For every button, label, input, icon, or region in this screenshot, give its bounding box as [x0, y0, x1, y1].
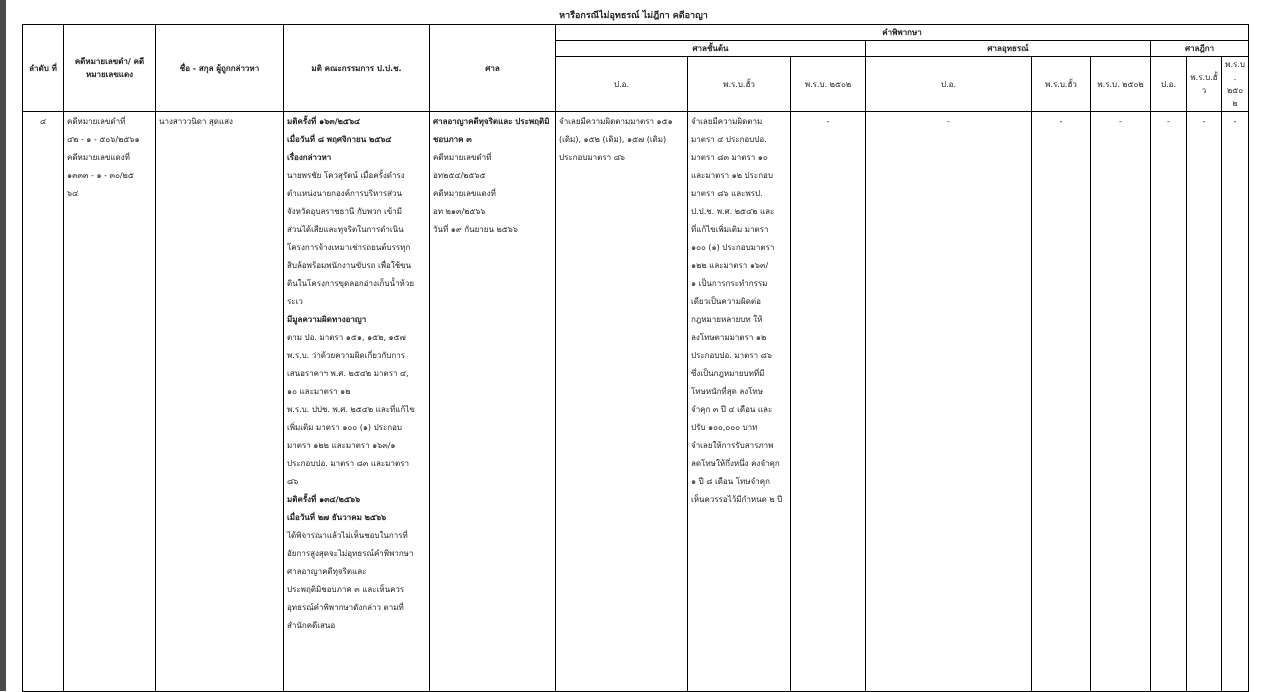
allegation-line: จังหวัดอุบลราชธานี กับพวก เข้ามี	[287, 207, 402, 216]
offense-line: ๑๐ และมาตรา ๑๒	[287, 387, 351, 396]
first-prb-line: ประกอบปอ. มาตรา ๘๖	[691, 351, 772, 360]
case-no-line: ๖๔	[67, 189, 79, 198]
header-resolution: มติ คณะกรรมการ ป.ป.ช.	[284, 25, 430, 112]
resolution-2-line: สำนักคดีเสนอ	[287, 621, 336, 630]
row-no: ๔	[23, 112, 64, 692]
allegation-line: ระเว	[287, 297, 303, 306]
row-first-2502: -	[791, 112, 866, 692]
row-first-pa	[556, 112, 688, 692]
row-first-prb	[688, 112, 791, 692]
allegation-line: สิบล้อพร้อมพนักงานขับรถ เพื่อใช้ขน	[287, 261, 412, 270]
first-prb-line: เห็นควรรอไว้มีกำหนด ๒ ปี	[691, 495, 783, 504]
offense-line: เสนอราคาฯ พ.ศ. ๒๕๔๒ มาตรา ๔,	[287, 369, 409, 378]
first-pa-line: ประกอบมาตรา ๘๖	[559, 153, 625, 162]
offense-line: ประกอบปอ. มาตรา ๘๓ และมาตรา	[287, 459, 409, 468]
offense-line: พ.ร.บ. ว่าด้วยความผิดเกี่ยวกับการ	[287, 351, 405, 360]
resolution-2-line: ศาลอาญาคดีทุจริตและ	[287, 567, 367, 576]
header-supreme-prb: พ.ร.บ.ฮั้ว	[1187, 57, 1222, 112]
allegation-line: โครงการจ้างเหมาเช่ารถยนต์บรรทุก	[287, 243, 411, 252]
first-pa-line: จำเลยมีความผิดตามมาตรา ๑๕๑	[559, 117, 673, 126]
resolution-2-line: อัยการสูงสุดจะไม่อุทธรณ์คำพิพากษา	[287, 549, 414, 558]
court-line: คดีหมายเลขแดงที่	[433, 189, 496, 198]
row-court	[430, 112, 556, 692]
first-prb-line: ปรับ ๑๐๐,๐๐๐ บาท	[691, 423, 758, 432]
row-name: นางสาววนิดา สุดแสง	[156, 112, 284, 692]
row-appeal-2502: -	[1091, 112, 1151, 692]
resolution-2: มติครั้งที่ ๑๓๔/๒๕๖๖	[287, 495, 361, 504]
first-pa-line: (เดิม), ๑๕๒ (เดิม), ๑๕๗ (เดิม)	[559, 135, 667, 144]
header-first-court: ศาลชั้นต้น	[556, 41, 866, 57]
first-prb-line: โทษหนักที่สุด ลงโทษ	[691, 387, 763, 396]
first-prb-line: มาตรา ๔ ประกอบปอ.	[691, 135, 767, 144]
header-appeal-court: ศาลอุทธรณ์	[866, 41, 1151, 57]
first-prb-line: ลดโทษให้กึ่งหนึ่ง คงจำคุก	[691, 459, 780, 468]
allegation-line: ตำแหน่งนายกองค์การบริหารส่วน	[287, 189, 402, 198]
row-appeal-pa: -	[866, 112, 1032, 692]
first-prb-line: ๑ ปี ๘ เดือน โทษจำคุก	[691, 477, 770, 486]
first-prb-line: ป.ป.ช. พ.ศ. ๒๕๔๒ และ	[691, 207, 775, 216]
first-prb-line: จำเลยให้การรับสารภาพ	[691, 441, 774, 450]
resolution-1-date: เมื่อวันที่ ๘ พฤศจิกายน ๒๕๖๔	[287, 135, 392, 144]
header-supreme-pa: ป.อ.	[1151, 57, 1187, 112]
case-no-line: ๔๒ - ๑ - ๕๐๖/๒๕๖๑	[67, 135, 140, 144]
offense-line: ๘๖	[287, 477, 299, 486]
offense-line: มาตรา ๑๒๒ และมาตรา ๑๖๓/๑	[287, 441, 396, 450]
first-prb-line: ที่แก้ไขเพิ่มเติม มาตรา	[691, 225, 769, 234]
allegation-title: เรื่องกล่าวหา	[287, 153, 332, 162]
court-name: ศาลอาญาคดีทุจริตและ ประพฤติมิชอบภาค ๓	[433, 117, 550, 144]
first-prb-line: มาตรา ๘๓ มาตรา ๑๐	[691, 153, 768, 162]
first-prb-line: จำคุก ๓ ปี ๔ เดือน และ	[691, 405, 773, 414]
offense-title: มีมูลความผิดทางอาญา	[287, 315, 367, 324]
header-appeal-pa: ป.อ.	[866, 57, 1032, 112]
case-table	[22, 24, 1249, 692]
header-first-2502: พ.ร.บ. ๒๕๐๒	[791, 57, 866, 112]
header-name: ชื่อ - สกุล ผู้ถูกกล่าวหา	[156, 25, 284, 112]
court-line: วันที่ ๑๙ กันยายน ๒๕๖๖	[433, 225, 518, 234]
first-prb-line: ๑ เป็นการกระทำกรรม	[691, 279, 768, 288]
case-no-line: คดีหมายเลขแดงที่	[67, 153, 130, 162]
header-first-pa: ป.อ.	[556, 57, 688, 112]
document-title: หารือกรณีไม่อุทธรณ์ ไม่ฎีกา คดีอาญา	[559, 11, 708, 21]
row-supreme-2502: -	[1222, 112, 1249, 692]
resolution-2-date: เมื่อวันที่ ๒๗ ธันวาคม ๒๕๖๖	[287, 513, 387, 522]
allegation-line: นายพรชัย โควสุรัตน์ เมื่อครั้งดำรง	[287, 171, 405, 180]
offense-line: ตาม ปอ. มาตรา ๑๕๑, ๑๕๒, ๑๕๗	[287, 333, 406, 342]
row-appeal-prb: -	[1032, 112, 1091, 692]
header-court: ศาล	[430, 25, 556, 112]
first-prb-line: ๑๐๐ (๑) ประกอบมาตรา	[691, 243, 775, 252]
offense-line: เพิ่มเติม มาตรา ๑๐๐ (๑) ประกอบ	[287, 423, 402, 432]
first-prb-line: ๑๒๒ และมาตรา ๑๖๓/	[691, 261, 769, 270]
header-row-1	[23, 25, 1249, 41]
first-prb-line: ลงโทษตามมาตรา ๑๒	[691, 333, 767, 342]
first-prb-line: และมาตรา ๑๒ ประกอบ	[691, 171, 773, 180]
row-resolution	[284, 112, 430, 692]
table-row	[23, 112, 1249, 692]
first-prb-line: ซึ่งเป็นกฎหมายบทที่มี	[691, 369, 765, 378]
first-prb-line: มาตรา ๘๖ และพรป.	[691, 189, 763, 198]
court-line: อท ๒๑๓/๒๕๖๖	[433, 207, 486, 216]
case-no-line: ๑๓๓๓ - ๑ - ๓๐/๒๕	[67, 171, 134, 180]
header-first-prb: พ.ร.บ.ฮั้ว	[688, 57, 791, 112]
allegation-line: ดินในโครงการขุดลอกอ่างเก็บน้ำห้วย	[287, 279, 415, 288]
header-supreme-court: ศาลฎีกา	[1151, 41, 1249, 57]
header-judgment: คำพิพากษา	[556, 25, 1249, 41]
header-appeal-prb: พ.ร.บ.ฮั้ว	[1032, 57, 1091, 112]
allegation-line: ส่วนได้เสียและทุจริตในการดำเนิน	[287, 225, 404, 234]
row-supreme-prb: -	[1187, 112, 1222, 692]
header-supreme-2502: พ.ร.บ. ๒๕๐๒	[1222, 57, 1249, 112]
case-no-line: คดีหมายเลขดำที่	[67, 117, 126, 126]
document-page	[6, 0, 1261, 691]
first-prb-line: กฎหมายหลายบท ให้	[691, 315, 763, 324]
resolution-1: มติครั้งที่ ๑๖๓/๒๕๖๔	[287, 117, 361, 126]
first-prb-line: จำเลยมีความผิดตาม	[691, 117, 763, 126]
court-line: อท๒๕๔/๒๕๖๕	[433, 171, 486, 180]
header-appeal-2502: พ.ร.บ. ๒๕๐๒	[1091, 57, 1151, 112]
resolution-2-line: ประพฤติมิชอบภาค ๓ และเห็นควร	[287, 585, 405, 594]
row-supreme-pa: -	[1151, 112, 1187, 692]
resolution-2-line: อุทธรณ์คำพิพากษาดังกล่าว ตามที่	[287, 603, 404, 612]
header-no: ลำดับ ที่	[23, 25, 64, 112]
row-case-no	[64, 112, 156, 692]
first-prb-line: เดียวเป็นความผิดต่อ	[691, 297, 761, 306]
resolution-2-line: ได้พิจารณาแล้วไม่เห็นชอบในการที่	[287, 531, 408, 540]
court-line: คดีหมายเลขดำที่	[433, 153, 492, 162]
header-case-no: คดีหมายเลขดำ/ คดีหมายเลขแดง	[64, 25, 156, 112]
offense-line: พ.ร.บ. ปปช. พ.ศ. ๒๕๔๒ และที่แก้ไข	[287, 405, 415, 414]
